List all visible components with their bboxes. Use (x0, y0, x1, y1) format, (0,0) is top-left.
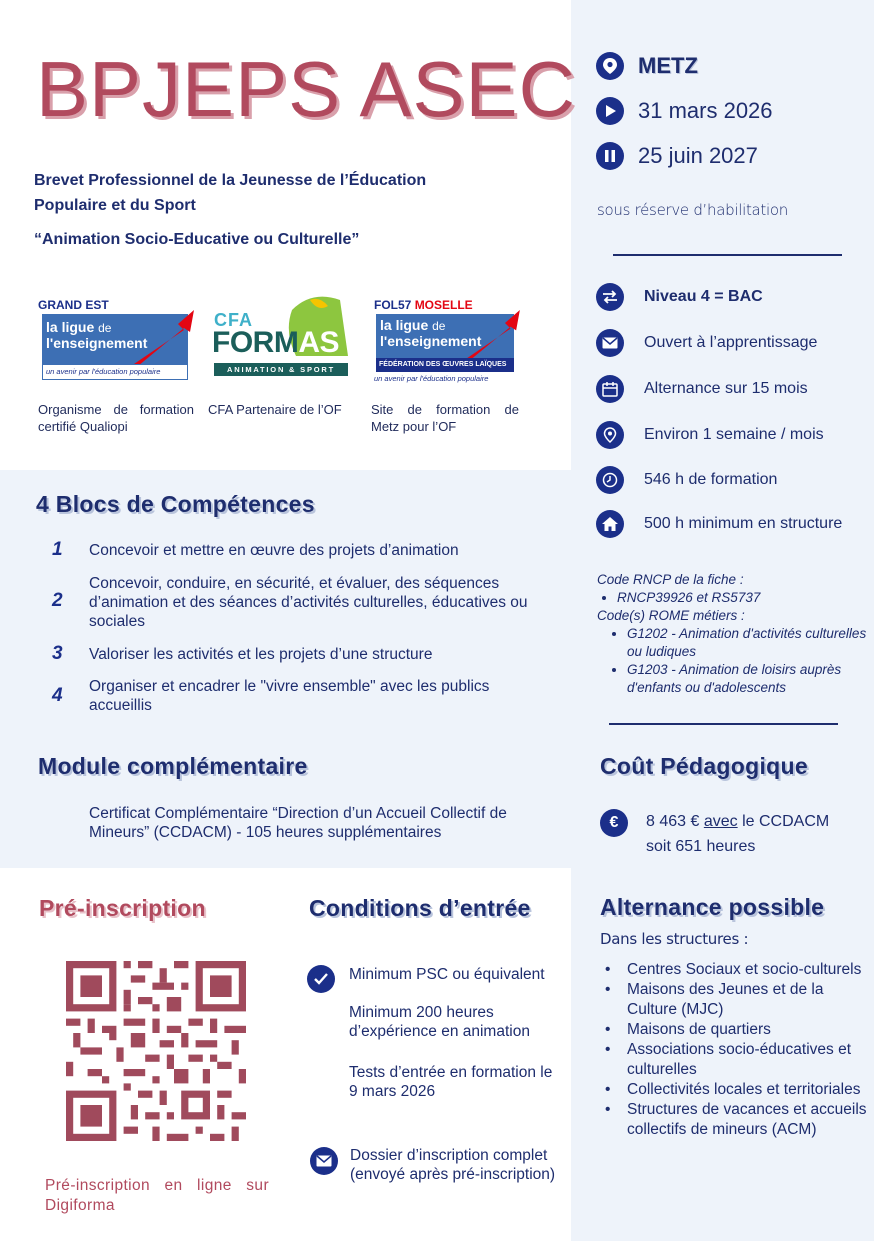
list-item: • Structures de vacances et accueils collectifs de mineurs (ACM) (605, 1100, 867, 1140)
qr-code[interactable] (66, 961, 246, 1141)
formas-band: ANIMATION & SPORT (214, 363, 348, 376)
feature-row-alternance (596, 375, 808, 403)
structures-list (605, 960, 867, 1140)
alternance-heading: Alternance possible (600, 894, 825, 920)
conditions-heading: Conditions d’entrée (309, 895, 531, 921)
start-date: 31 mars 2026 (638, 98, 773, 123)
map-pin-icon (596, 52, 624, 80)
bloc-text: Valoriser les activités et les projets d’une structure (89, 646, 433, 663)
bloc-number: 4 (52, 685, 63, 706)
fol-band: FÉDÉRATION DES ŒUVRES LAÏQUES (376, 358, 514, 372)
end-date-row (596, 142, 758, 170)
condition-item: Minimum PSC ou équivalent (349, 966, 545, 983)
habilitation-note: sous réserve d’habilitation (597, 201, 788, 219)
list-item: • Maisons de quartiers (605, 1020, 867, 1040)
calendar-icon (596, 375, 624, 403)
divider (609, 723, 838, 725)
rome-code: • G1203 - Animation de loisirs auprès d'enfants ou d'adolescents (627, 661, 867, 697)
module-heading: Module complémentaire (38, 753, 308, 779)
blocs-heading: 4 Blocs de Compétences (36, 491, 315, 517)
logo-line2: l'enseignement (46, 335, 148, 351)
feature-label: Niveau 4 = BAC (644, 288, 763, 305)
feature-label: Environ 1 semaine / mois (644, 426, 824, 443)
logo-ligue-grand-est: GRAND EST la ligue de l'enseignement un avenir par l'éducation populaire (38, 298, 190, 382)
diploma-full-name: Brevet Professionnel de la Jeunesse de l’Éducation Populaire et du Sport (34, 172, 427, 214)
feature-row-frequency (596, 421, 824, 449)
feature-row-apprentissage (596, 329, 817, 357)
logo-caption-2: CFA Partenaire de l’OF (208, 402, 342, 417)
feature-label: 500 h minimum en structure (644, 515, 843, 532)
list-item: • Centres Sociaux et socio-culturels (605, 960, 867, 980)
condition-item: Tests d’entrée en formation le 9 mars 2026 (349, 1064, 553, 1100)
bloc-number: 3 (52, 643, 63, 664)
condition-item: Minimum 200 heures d’expérience en animation (349, 1004, 530, 1040)
list-item: • Maisons des Jeunes et de la Culture (MJC) (605, 980, 867, 1020)
logo-caption-3: Site de formation de Metz pour l’OF (371, 402, 519, 434)
logo-tagline: un avenir par l'éducation populaire (42, 364, 188, 380)
feature-label: Alternance sur 15 mois (644, 380, 808, 397)
logo-line1: la ligue (46, 319, 95, 335)
feature-row-structure (596, 510, 842, 538)
play-icon (596, 97, 624, 125)
clock-icon (596, 466, 624, 494)
pause-icon (596, 142, 624, 170)
bloc-number: 2 (52, 590, 63, 611)
end-date: 25 juin 2027 (638, 143, 758, 168)
speciality-name: “Animation Socio-Educative ou Culturelle” (34, 231, 360, 248)
rncp-code: • RNCP39926 et RS5737 (617, 589, 867, 607)
alternance-subheading: Dans les structures : (600, 930, 749, 948)
rome-title: Code(s) ROME métiers : (597, 608, 745, 623)
cost-heading: Coût Pédagogique (600, 753, 808, 779)
divider (613, 254, 842, 256)
page-title: BPJEPS ASEC (36, 45, 576, 133)
home-icon (596, 510, 624, 538)
red-arrow-icon (464, 310, 520, 362)
bloc-number: 1 (52, 539, 63, 560)
logo-top-label: GRAND EST (38, 298, 109, 312)
bloc-text: Organiser et encadrer le "vivre ensemble" avec les publics accueillis (89, 678, 490, 714)
feature-label: Ouvert à l’apprentissage (644, 334, 818, 351)
feature-row-level (596, 283, 763, 311)
rncp-codes (597, 571, 867, 697)
rncp-title: Code RNCP de la fiche : (597, 572, 744, 587)
rome-code: • G1202 - Animation d'activités culturelles ou ludiques (627, 625, 867, 661)
cfa-label: CFA (214, 310, 253, 330)
preinscription-caption: Pré-inscription en ligne sur Digiforma (45, 1177, 269, 1214)
logo-caption-1: Organisme de formation certifié Qualiopi (38, 402, 194, 434)
bloc-text: Concevoir et mettre en œuvre des projets d’animation (89, 542, 459, 559)
cost-text: 8 463 € avec le CCDACM soit 651 heures (646, 813, 830, 855)
checkmark-icon (307, 965, 335, 993)
mail-icon (310, 1147, 338, 1175)
start-date-row (596, 97, 773, 125)
feature-row-hours (596, 466, 777, 494)
location-row (596, 52, 698, 80)
preinscription-heading: Pré-inscription (39, 895, 206, 921)
dossier-text: Dossier d’inscription complet (envoyé après pré-inscription) (350, 1147, 556, 1183)
logo-fol57-moselle: FOL57 MOSELLE la ligue de l'enseignement FÉDÉRATION DES ŒUVRES LAÏQUES un avenir par l'éducation populaire (374, 298, 522, 388)
swap-arrows-icon (596, 283, 624, 311)
envelope-icon (596, 329, 624, 357)
list-item: • Collectivités locales et territoriales (605, 1080, 867, 1100)
module-text: Certificat Complémentaire “Direction d’un Accueil Collectif de Mineurs” (CCDACM) - 105 heures supplémentaires (89, 805, 507, 841)
location-label: METZ (638, 53, 698, 78)
euro-icon: € (600, 809, 628, 837)
formas-wordmark: FORMAS (212, 326, 340, 359)
bloc-text: Concevoir, conduire, en sécurité, et évaluer, des séquences d’animation et des séances d’activités culturelles, éducatives ou sociales (89, 575, 528, 630)
list-item: • Associations socio-éducatives et culturelles (605, 1040, 867, 1080)
logo-cfa-formas (212, 296, 350, 380)
red-arrow-icon (134, 310, 194, 366)
feature-label: 546 h de formation (644, 471, 778, 488)
location-icon (596, 421, 624, 449)
